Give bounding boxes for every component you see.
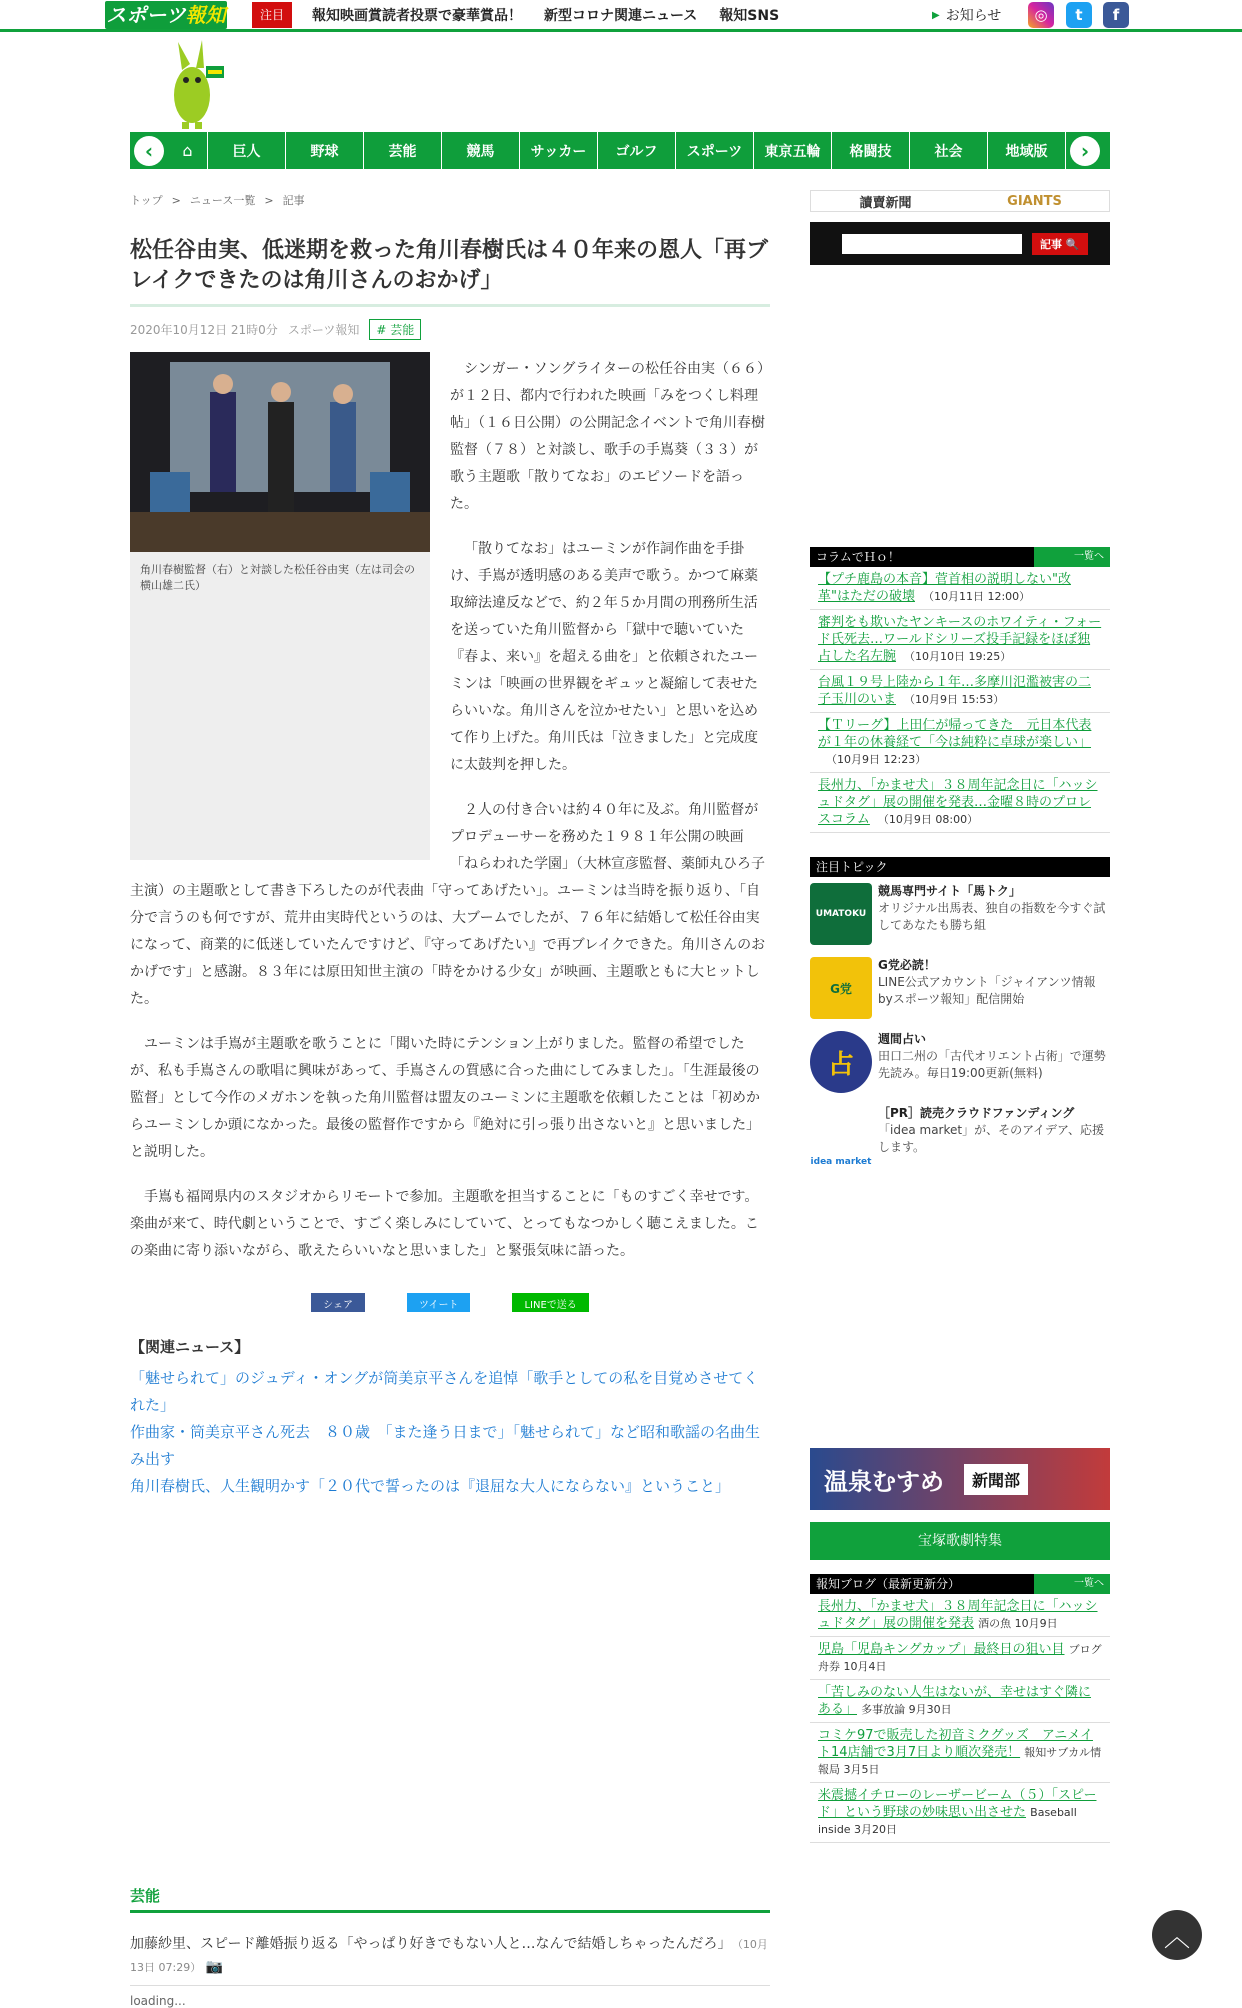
nav-cat-entertainment[interactable]: 芸能 [364,132,442,169]
facebook-share-button[interactable] [311,1293,365,1312]
search-button-label: 記事 [1040,237,1062,251]
column-title: コラムでＨｏ！ [816,550,900,564]
chevron-up-icon: ︿ [1163,1922,1190,1953]
giants-link[interactable]: GIANTS [1007,193,1062,209]
chevron-left-icon: ‹ [134,136,164,166]
topic-title: 競馬専門サイト「馬トク」 [878,884,1021,898]
share-label: シェア [323,1300,353,1311]
topic-item[interactable] [810,877,1110,951]
category-tag[interactable]: # 芸能 [369,319,421,340]
instagram-icon[interactable]: ◎ [1028,2,1054,28]
article-photo[interactable] [130,352,430,552]
line-label: LINEで送る [524,1300,577,1311]
news-link-label: お知らせ [945,8,1002,24]
article [130,236,770,1500]
search-box [810,222,1110,265]
topic-title: 週間占い [878,1032,927,1046]
column-item-title[interactable]: 審判をも欺いたヤンキースのホワイティ・フォード氏死去…ワールドシリーズ投手記録をほぼ独占した名左腕 [818,615,1102,664]
nav-cat-horse-racing[interactable]: 競馬 [442,132,520,169]
column-item[interactable] [810,773,1110,833]
top-links [312,0,779,30]
topic-desc: 「idea market」が、そのアイデア、応援します。 [878,1123,1105,1154]
article-date: 2020年10月12日 21時0分 [130,323,278,337]
topic-desc: 田口二州の「古代オリエント占術」で運勢先読み。毎日19:00更新(無料) [878,1049,1106,1080]
nav-cat-sports[interactable]: スポーツ [676,132,754,169]
paragraph: 「散りてなお」はユーミンが作詞作曲を手掛け、手嶌が透明感のある美声で歌う。かつて麻薬取締法違反などで、約２年５か月間の刑務所生活を送っていた角川監督から「獄中で聴いていた『春よ、来い』を超える曲を」と依頼されたユーミンは「映画の世界観をギュッと凝縮して表せたらいいな。角川さんを泣かせたい」と思いを込めて作り上げた。角川氏は「泣きました」と完成度に太鼓判を押した。 [450,541,758,773]
mascot-rabbit-icon [168,40,228,130]
nav-cat-giants[interactable]: 巨人 [208,132,286,169]
related-news-title: 【関連ニュース】 [130,1338,250,1356]
column-item[interactable] [810,610,1110,670]
list-item-title: 加藤紗里、スピード離婚振り返る「やっぱり好きでもない人と…なんで結婚しちゃったんだろ」 [130,1936,732,1952]
site-logo[interactable] [105,1,227,29]
breadcrumb-current: 記事 [282,194,305,207]
topic-title: ［PR］読売クラウドファンディング [878,1106,1075,1120]
nav-cat-fighting[interactable]: 格闘技 [832,132,910,169]
photo-caption: 角川春樹監督（右）と対談した松任谷由実（左は司会の横山雄二氏） [140,563,415,592]
logo-text: スポーツ [106,3,186,27]
blog-item-source: 多事放論 9月30日 [861,1703,952,1716]
nav-cat-baseball[interactable]: 野球 [286,132,364,169]
search-button[interactable] [1032,233,1088,255]
blog-item-title[interactable]: 児島「児島キングカップ」最終日の狙い目 [818,1642,1065,1657]
column-item[interactable] [810,713,1110,773]
tweet-button[interactable] [407,1293,471,1312]
triangle-icon: ▶ [932,9,940,21]
nav-cat-regional[interactable]: 地域版 [988,132,1066,169]
blog-title: 報知ブログ（最新更新分） [816,1577,961,1591]
nav-cat-golf[interactable]: ゴルフ [598,132,676,169]
related-news-link[interactable]: 角川春樹氏、人生観明かす「２０代で誓ったのは『退屈な大人にならない』ということ」 [130,1477,731,1495]
column-item-date: （10月9日 12:23） [826,753,927,766]
search-icon: 🔍 [1065,237,1080,251]
paragraph: 手嶌も福岡県内のスタジオからリモートで参加。主題歌を担当することに「ものすごく幸せです。楽曲が来て、時代劇ということで、すごく楽しみにしていて、とってもなつかしく聴こえました。この楽曲に寄り添いながら、歌えたらいいなと思いました」と緊張気味に語った。 [130,1189,759,1259]
line-send-button[interactable] [512,1293,588,1312]
blog-item[interactable] [810,1680,1110,1723]
topic-header: 注目トピック [810,857,1110,877]
paragraph: ２人の付き合いは約４０年に及ぶ。角川監督がプロデューサーを務めた１９８１年公開の映画「ねらわれた学園」（大林宣彦監督、薬師丸ひろ子主演）の主題歌として書き下ろしたのが代表曲「守ってあげたい」。ユーミンは当時を振り返り、「自分で言うのも何ですが、荒井由実時代というのは、大ブームでしたが、７６年に結婚して松任谷由実になって、商業的に低迷していたんですけど、『守ってあげたい』で再ブレイクできた。角川さんのおかげです」と感謝。８３年には原田知世主演の「時をかける少女」が映画、主題歌ともに大ヒットした。 [130,802,766,1007]
column-item-title[interactable]: 台風１９号上陸から１年…多摩川氾濫被害の二子玉川のいま [818,675,1092,707]
twitter-icon[interactable]: t [1066,2,1092,28]
logo-accent: 報知 [185,3,226,27]
column-box [810,547,1110,833]
top-bar [0,0,1242,32]
article-meta [130,319,770,340]
search-input[interactable] [842,234,1022,254]
blog-header [810,1574,1110,1594]
nav-cat-soccer[interactable]: サッカー [520,132,598,169]
breadcrumb: トップ > ニュース一覧 > 記事 [130,194,305,207]
article-title: 松任谷由実、低迷期を救った角川春樹氏は４０年来の恩人「再ブレイクできたのは角川さんのおかげ」 [130,236,770,307]
related-news [130,1336,770,1500]
related-news-link[interactable]: 「魅せられて」のジュディ・オングが筒美京平さんを追悼「歌手としての私を目覚めさせてくれた」 [130,1369,759,1414]
topic-box [810,857,1110,1173]
list-item-date: （10月13日 07:29） [130,1938,768,1974]
top-link-movie-award[interactable]: 報知映画賞読者投票で豪華賞品！ [312,8,522,24]
topic-title: G党必読！ [878,958,936,972]
topic-item[interactable] [810,951,1110,1025]
topic-desc: LINE公式アカウント「ジャイアンツ情報byスポーツ報知」配信開始 [878,975,1096,1006]
blog-item[interactable] [810,1723,1110,1783]
topic-item[interactable] [810,1099,1110,1173]
idea-market-logo: idea market [810,1105,872,1167]
yomiuri-link[interactable]: 讀賣新聞 [859,195,912,211]
fortune-logo: 占 [810,1031,872,1093]
topic-item[interactable] [810,1025,1110,1099]
onsen-banner-badge: 新聞部 [964,1464,1028,1495]
article-figure [130,352,430,860]
nav-prev-button[interactable] [130,132,168,169]
line-mascot-logo: G党 [810,957,872,1019]
blog-item-title[interactable]: 長州力、「かませ犬」３８周年記念日に「ハッシュドタグ」展の開催を発表 [818,1599,1098,1631]
blog-item[interactable] [810,1637,1110,1680]
column-item-title[interactable]: 【プチ鹿島の本音】菅首相の説明しない"改革"はただの破壊 [818,572,1071,604]
home-icon[interactable]: ⌂ [168,132,208,169]
blog-item-source: 報知サブカル情報局 3月5日 [818,1746,1102,1776]
news-link[interactable] [932,0,1001,30]
column-item-date: （10月11日 12:00） [922,590,1031,603]
category-nav [130,132,1110,169]
column-more-link[interactable]: 一覧へ [1034,547,1110,567]
entertainment-heading: 芸能 [130,1885,770,1913]
breadcrumb-news-list[interactable]: ニュース一覧 [189,194,256,207]
blog-item-source: Baseball inside 3月20日 [818,1806,1077,1836]
column-item-date: （10月9日 15:53） [904,693,1005,706]
onsen-musume-banner[interactable] [810,1448,1110,1510]
camera-icon: 📷 [205,1959,224,1975]
column-item-date: （10月10日 19:25） [904,650,1012,663]
scroll-to-top-button[interactable] [1152,1910,1202,1960]
facebook-icon[interactable]: f [1103,2,1129,28]
blog-item-title[interactable]: 「苦しみのない人生はないが、幸せはすぐ隣にある」 [818,1685,1092,1717]
article-source: スポーツ報知 [287,323,360,337]
column-item[interactable] [810,670,1110,713]
loading-text: loading... [130,1994,186,2008]
breadcrumb-top[interactable]: トップ [130,194,163,207]
paragraph: ユーミンは手嶌が主題歌を歌うことに「聞いた時にテンション上がりました。監督の希望でしたが、私も手嶌さんの歌唱に興味があって、手嶌さんの質感に合った曲にしてみました」。「生涯最後の監督」として今作のメガホンを執った角川監督は盟友のユーミンに主題歌を依頼したことは「初めからユーミンしか頭になかった。最後の監督作ですから『絶対に引っ張り出さないと』と思いました」と説明した。 [130,1036,760,1160]
blog-item[interactable] [810,1594,1110,1637]
onsen-banner-title: 温泉むすめ [824,1467,944,1496]
blog-more-link[interactable]: 一覧へ [1034,1574,1110,1594]
column-item-title[interactable]: 長州力、「かませ犬」３８周年記念日に「ハッシュドタグ」展の開催を発表…金曜８時のプロレスコラム [818,778,1098,827]
takarazuka-button[interactable]: 宝塚歌劇特集 [810,1522,1110,1560]
column-item-date: （10月9日 08:00） [877,813,979,826]
nav-cat-olympics[interactable]: 東京五輪 [754,132,832,169]
column-item[interactable] [810,567,1110,610]
share-buttons [130,1293,770,1312]
blog-item-source: ブログ舟券 10月4日 [818,1643,1102,1673]
notice-badge[interactable]: 注目 [252,2,292,28]
column-header [810,547,1110,567]
paragraph: シンガー・ソングライターの松任谷由実（６６）が１２日、都内で行われた映画「みをつくし料理帖」（１６日公開）の公開記念イベントで角川春樹監督（７８）と対談し、歌手の手嶌葵（３３）が歌う主題歌「散りてなお」のエピソードを語った。 [450,361,765,512]
umatoku-logo: UMATOKU [810,883,872,945]
yomiuri-giants-banner [810,190,1110,212]
blog-item[interactable] [810,1783,1110,1843]
nav-next-button[interactable] [1066,132,1104,169]
list-item[interactable] [130,1933,770,1986]
entertainment-section [130,1885,770,2008]
top-link-sns[interactable]: 報知SNS [719,8,780,24]
blog-box [810,1574,1110,1843]
topic-desc: オリジナル出馬表、独自の指数を今すぐ試してあなたも勝ち組 [878,901,1106,932]
top-link-corona[interactable]: 新型コロナ関連ニュース [544,8,698,24]
related-news-link[interactable]: 作曲家・筒美京平さん死去 ８０歳 「また逢う日まで」「魅せられて」など昭和歌謡の名曲生み出す [130,1423,761,1468]
blog-item-source: 酒の魚 10月9日 [978,1617,1058,1630]
blog-item-title[interactable]: 米震撼イチローのレーザービーム（５）「スピード」という野球の妙味思い出させた [818,1788,1097,1820]
column-item-title[interactable]: 【Ｔリーグ】上田仁が帰ってきた 元日本代表が１年の休養経て「今は純粋に卓球が楽しい」 [818,718,1092,750]
tweet-label: ツイート [418,1300,459,1311]
chevron-right-icon: › [1070,136,1100,166]
blog-item-title[interactable]: コミケ97で販売した初音ミクグッズ アニメイト14店舗で3月7日より順次発売！ [818,1728,1093,1760]
nav-cat-society[interactable]: 社会 [910,132,988,169]
